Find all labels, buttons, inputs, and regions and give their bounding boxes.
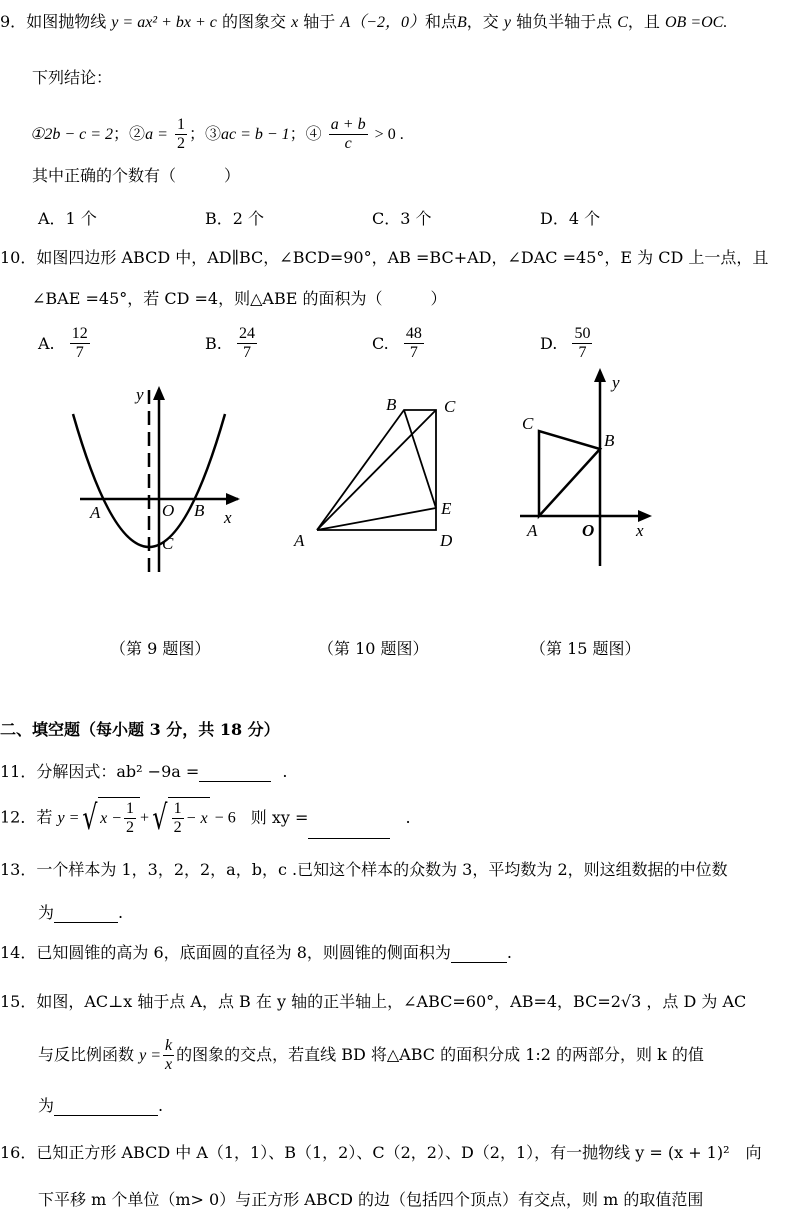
answer-blank (308, 822, 390, 839)
option-c: C. $\frac{48}{7}$ (372, 325, 422, 361)
caption-fig9: （第 9 题图） (110, 639, 211, 658)
question-number: 13． (0, 860, 37, 879)
question-number: 11． (0, 762, 37, 781)
question-number: 12． (0, 807, 37, 827)
label-A: A (527, 521, 538, 540)
formula: y = ax² + bx + c (111, 14, 217, 31)
question-number: 10． (0, 248, 37, 267)
label-C: C (522, 414, 534, 433)
option-a: A. $\frac{12}{7}$ (38, 325, 88, 361)
label-x: x (636, 521, 644, 540)
label-y: y (136, 385, 144, 404)
answer-blank (451, 946, 507, 963)
q16-line2: 下平移 m 个单位（m> 0）与正方形 ABCD 的边（包括四个顶点）有交点，则 m 的取值范围 (38, 1190, 704, 1209)
y-axis-arrow-icon (594, 368, 606, 382)
x-axis-arrow-icon (226, 493, 240, 505)
fraction: $\frac{a + b}{c}$ (330, 116, 366, 152)
option-d: D．4 个 (540, 209, 601, 228)
label-x: x (224, 508, 232, 527)
q15-line2: 与反比例函数 y = $\frac{k}{x}$ 的图象的交点，若直线 BD 将△ABC 的面积分成 1:2 的两部分，则 k 的值 (38, 1037, 704, 1073)
question-number: 16． (0, 1143, 37, 1162)
fraction: $\frac{1}{2}$ (176, 116, 185, 152)
answer-blank (54, 906, 118, 923)
label-y: y (612, 373, 620, 392)
q13-line2: 为 . (38, 903, 124, 922)
question-number: 15． (0, 992, 37, 1011)
segment-BE (404, 410, 436, 508)
option-d: D. $\frac{50}{7}$ (540, 325, 591, 361)
q9-stem: 9．如图抛物线 y = ax² + bx + c 的图象交 x 轴于 A（−2，0）和点B，交 y 轴负半轴于点 C，且 OB =OC. (0, 12, 728, 31)
label-C: C (162, 534, 174, 553)
q13-line1: 13．一个样本为 1，3，2，2，a，b，c .已知这个样本的众数为 3，平均数为 2，则这组数据的中位数 (0, 860, 728, 879)
section-title: 二、填空题（每小题 3 分，共 18 分） (0, 720, 280, 739)
radical-icon: √ (152, 798, 168, 838)
caption-fig10: （第 10 题图） (318, 639, 429, 658)
q15-line1: 15．如图，AC⊥x 轴于点 A，点 B 在 y 轴的正半轴上，∠ABC=60°，AB=4，BC=2√3 ，点 D 为 AC (0, 992, 747, 1011)
figure-9-parabola (73, 385, 240, 572)
q14: 14．已知圆锥的高为 6，底面圆的直径为 8，则圆锥的侧面积为 . (0, 943, 513, 962)
label-B: B (194, 501, 205, 520)
figures-svg (0, 360, 807, 600)
q9-ask: 其中正确的个数有（ ） (32, 166, 241, 185)
q10-line2: ∠BAE =45°，若 CD =4，则△ABE 的面积为（ ） (32, 289, 447, 308)
question-number: 14． (0, 943, 37, 962)
answer-blank (54, 1099, 158, 1116)
label-A: A (90, 503, 101, 522)
label-B: B (604, 431, 615, 450)
label-D: D (440, 531, 453, 550)
figure-10-quadrilateral (317, 410, 436, 530)
q12: 12．若 y =√ x − $\frac{1}{2}$ +√ $\frac{1}{2}$ − x − 6 则 xy = . (0, 798, 411, 838)
option-b: B. $\frac{24}{7}$ (205, 325, 255, 361)
q15-line3: 为 . (38, 1096, 164, 1115)
q9-lead: 下列结论： (32, 68, 113, 87)
option-a: A．1 个 (38, 209, 97, 228)
radical-icon: √ (82, 798, 98, 838)
q9-conclusions: ①2b − c = 2；②a = $\frac{1}{2}$ ；③ac = b − 1；④ $\frac{a + b}{c}$ > 0 . (30, 116, 404, 152)
question-number: 9． (0, 12, 27, 31)
y-axis-arrow-icon (153, 386, 165, 400)
q11: 11．分解因式：ab² −9a = . (0, 762, 288, 781)
option-c: C．3 个 (372, 209, 432, 228)
label-O: O (162, 501, 175, 520)
label-A: A (294, 531, 305, 550)
caption-fig15: （第 15 题图） (530, 639, 641, 658)
q16-line1: 16．已知正方形 ABCD 中 A（1，1）、B（1，2）、C（2，2）、D（2，1），有一抛物线 y = (x + 1)² 向 (0, 1143, 762, 1162)
option-b: B．2 个 (205, 209, 265, 228)
answer-blank (199, 765, 271, 782)
q10-line1: 10．如图四边形 ABCD 中，AD∥BC，∠BCD=90°，AB =BC+AD，∠DAC =45°，E 为 CD 上一点，且 (0, 248, 769, 267)
label-C: C (444, 397, 456, 416)
label-O: O (582, 521, 595, 540)
label-B: B (386, 395, 397, 414)
label-E: E (441, 499, 452, 518)
triangle-ABC (539, 431, 600, 516)
figure-15-triangle (520, 368, 652, 566)
